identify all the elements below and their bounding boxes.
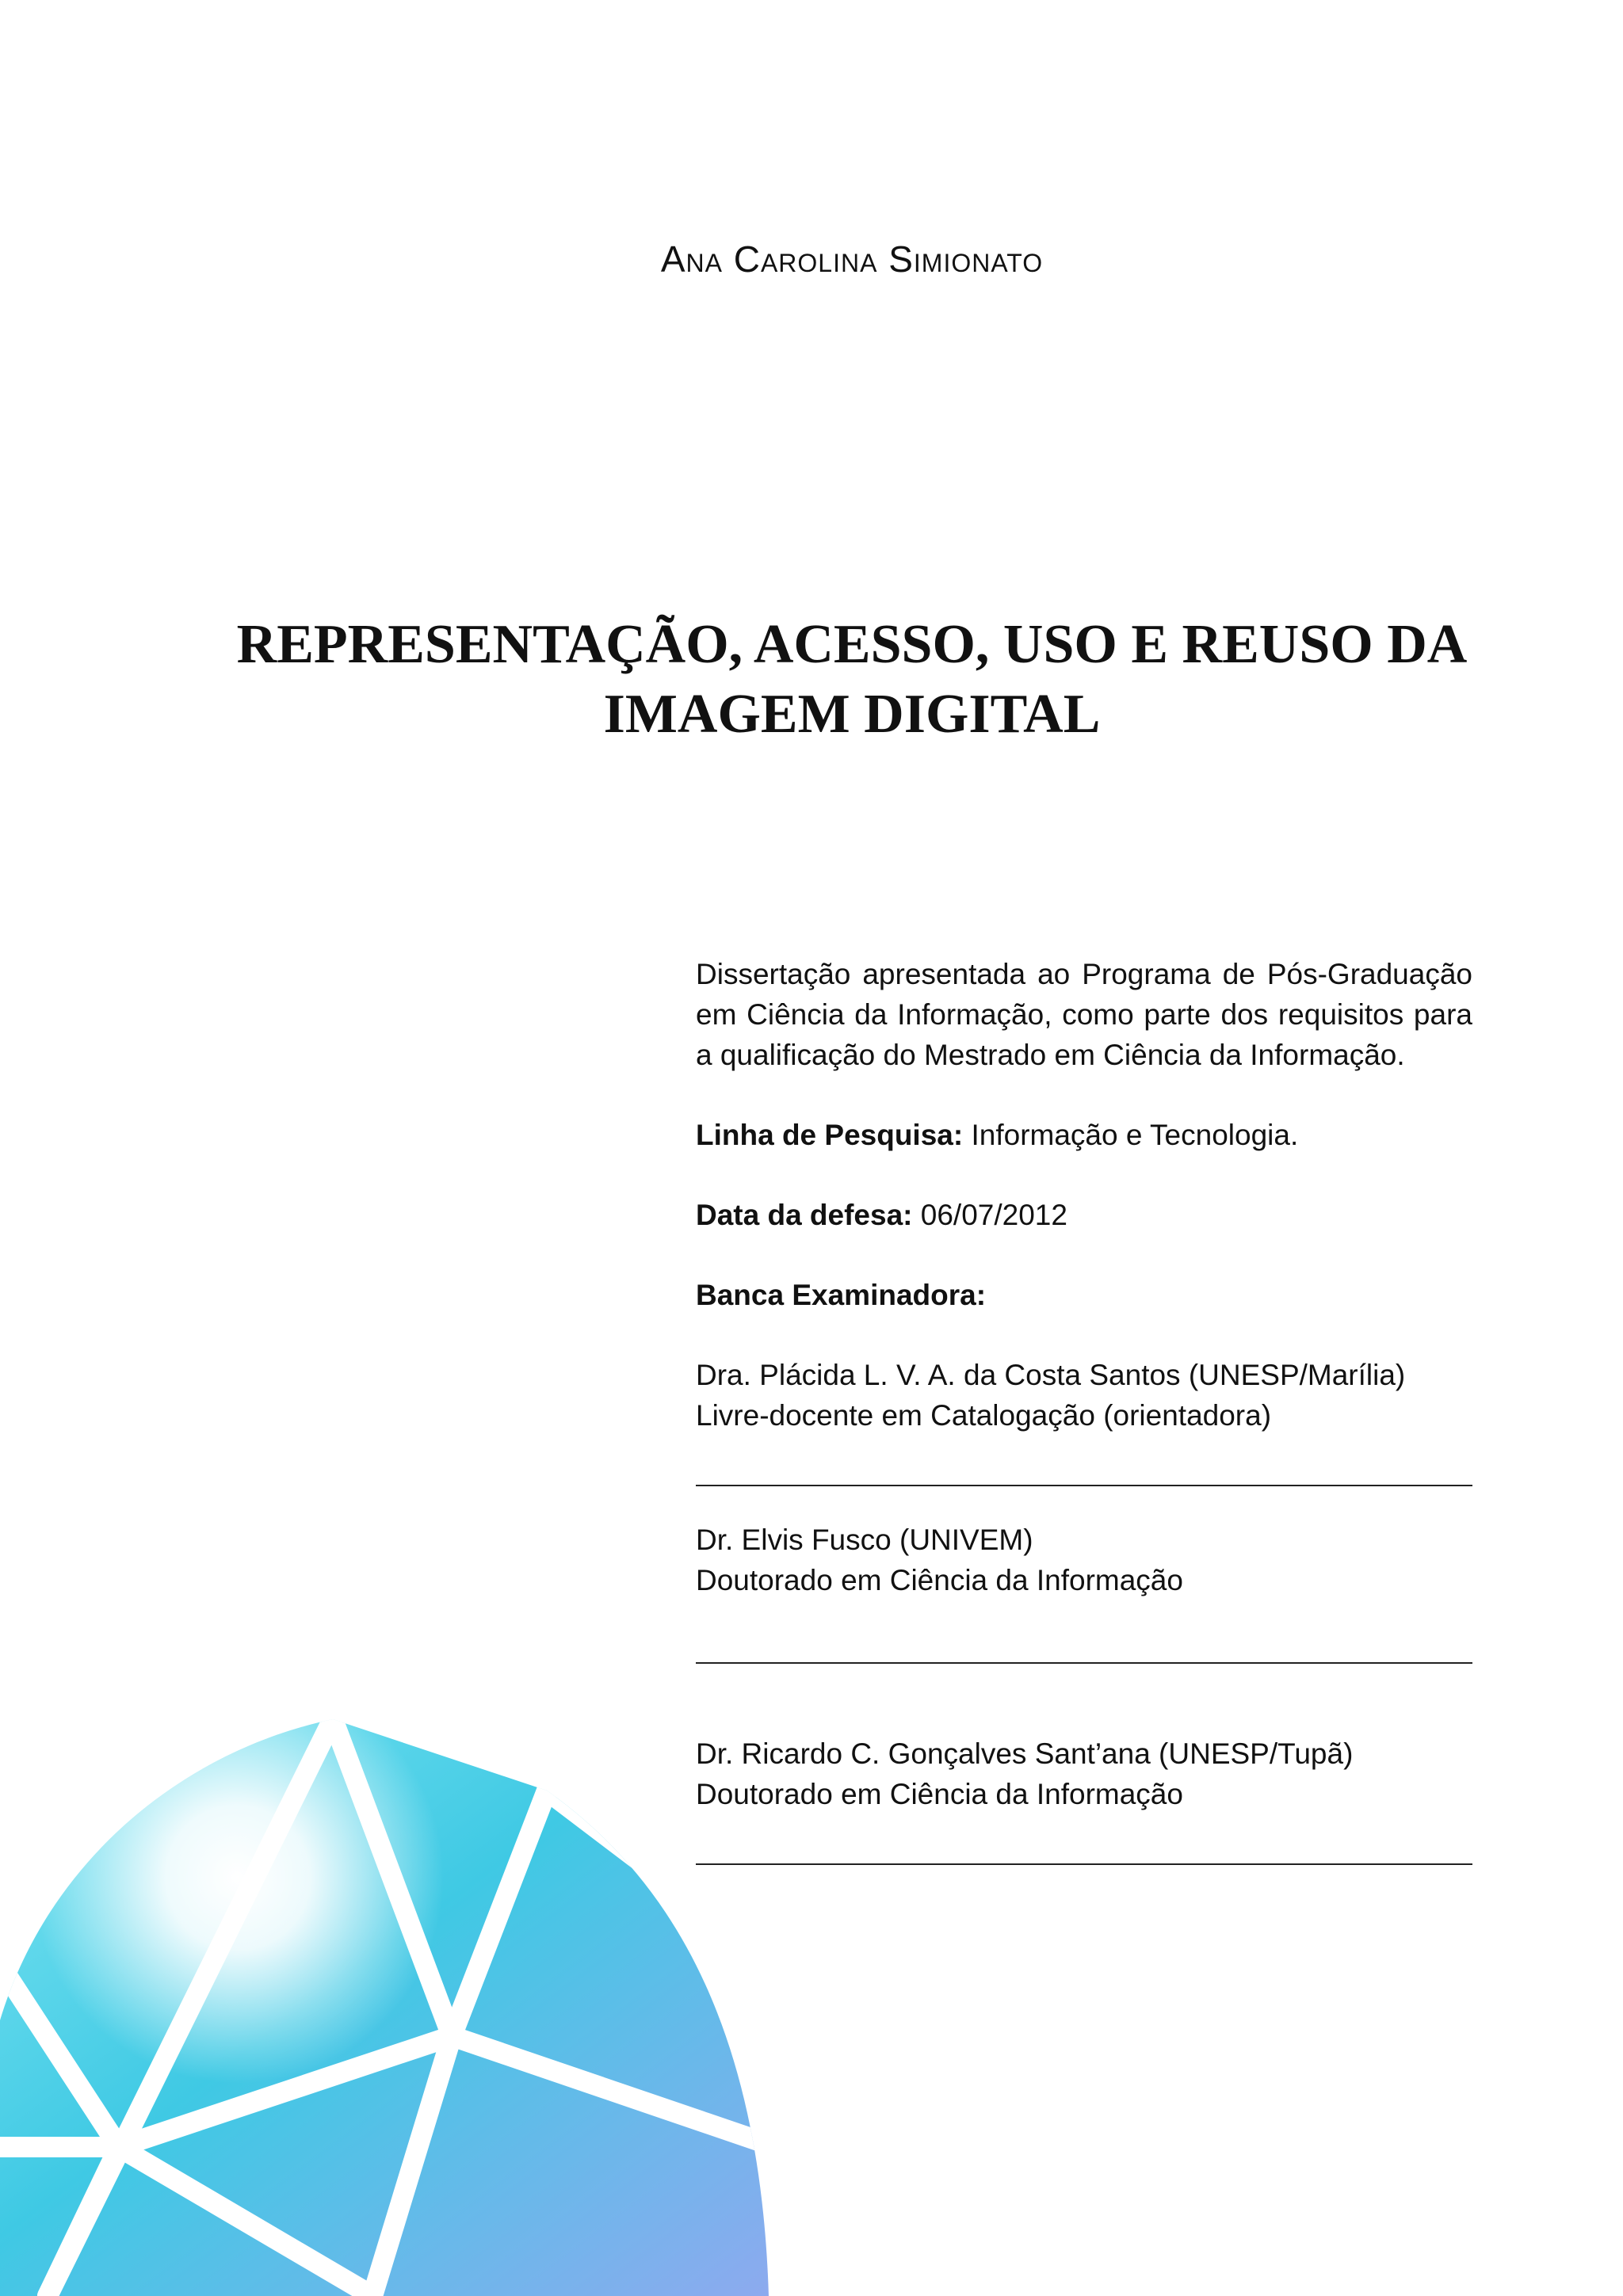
research-line-value: Informação e Tecnologia. [963, 1119, 1299, 1151]
defense-date-label: Data da defesa: [696, 1199, 913, 1231]
member-name: Dr. Ricardo C. Gonçalves Sant’ana (UNESP/Tupã) [696, 1737, 1354, 1770]
institution-logo-watermark [0, 1703, 792, 2296]
member-name: Dra. Plácida L. V. A. da Costa Santos (UNESP/Marília) [696, 1359, 1406, 1391]
committee-member-1 [696, 1355, 1472, 1436]
dissertation-description: Dissertação apresentada ao Programa de Pós-Graduação em Ciência da Informação, como parte dos requisitos para a qualificação do Mestrado em Ciência da Informação. [696, 958, 1472, 1071]
member-role: Doutorado em Ciência da Informação [696, 1564, 1183, 1596]
member-role: Livre-docente em Catalogação (orientadora) [696, 1399, 1272, 1432]
member-name: Dr. Elvis Fusco (UNIVEM) [696, 1524, 1033, 1556]
signature-line [696, 1863, 1472, 1865]
committee-member-2 [696, 1520, 1472, 1600]
signature-line [696, 1485, 1472, 1486]
title-line-1: REPRESENTAÇÃO, ACESSO, USO E REUSO DA [236, 614, 1468, 675]
committee-member-3 [696, 1733, 1472, 1814]
signature-line [696, 1662, 1472, 1664]
defense-date [696, 1195, 1472, 1235]
defense-date-value: 06/07/2012 [912, 1199, 1067, 1231]
author-name: Ana Carolina Simionato [660, 238, 1044, 280]
title-line-2: IMAGEM DIGITAL [603, 684, 1101, 745]
research-line-label: Linha de Pesquisa: [696, 1119, 964, 1151]
committee-heading: Banca Examinadora: [696, 1279, 987, 1311]
member-role: Doutorado em Ciência da Informação [696, 1778, 1183, 1810]
document-title [158, 610, 1545, 749]
research-line [696, 1115, 1472, 1155]
dissertation-info [696, 954, 1472, 1865]
